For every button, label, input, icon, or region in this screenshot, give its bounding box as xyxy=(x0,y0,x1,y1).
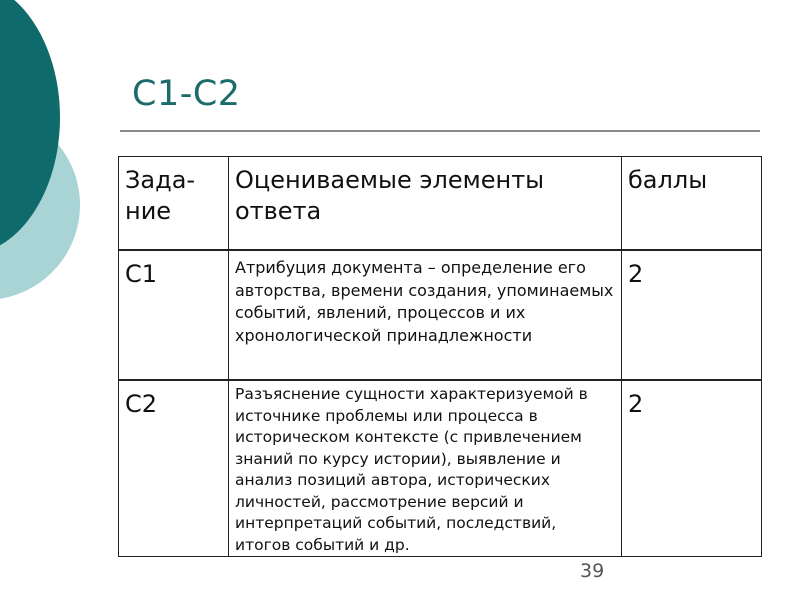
row-task: С1 xyxy=(119,250,229,380)
title-divider xyxy=(120,130,760,132)
table-row xyxy=(119,250,762,380)
header-elements: Оцениваемые элементы ответа xyxy=(229,157,622,251)
header-task: Зада-ние xyxy=(119,157,229,251)
row-elements: Разъяснение сущности характеризуемой в источнике проблемы или процесса в историческом контексте (с привлечением знаний по курсу истории), выявление и анализ позиций автора, исторических личностей, рассмотрение версий и интерпретаций событий, последствий, итогов событий и др. xyxy=(229,380,622,557)
row-elements: Атрибуция документа – определение его авторства, времени создания, упоминаемых событий, явлений, процессов и их хронологической принадлежности xyxy=(229,250,622,380)
criteria-table xyxy=(118,156,762,557)
row-score: 2 xyxy=(622,250,762,380)
table-header-row xyxy=(119,157,762,251)
slide-title: C1-C2 xyxy=(132,74,241,114)
page-number: 39 xyxy=(580,560,605,582)
header-score: баллы xyxy=(622,157,762,251)
row-score: 2 xyxy=(622,380,762,557)
table-row xyxy=(119,380,762,557)
row-task: С2 xyxy=(119,380,229,557)
